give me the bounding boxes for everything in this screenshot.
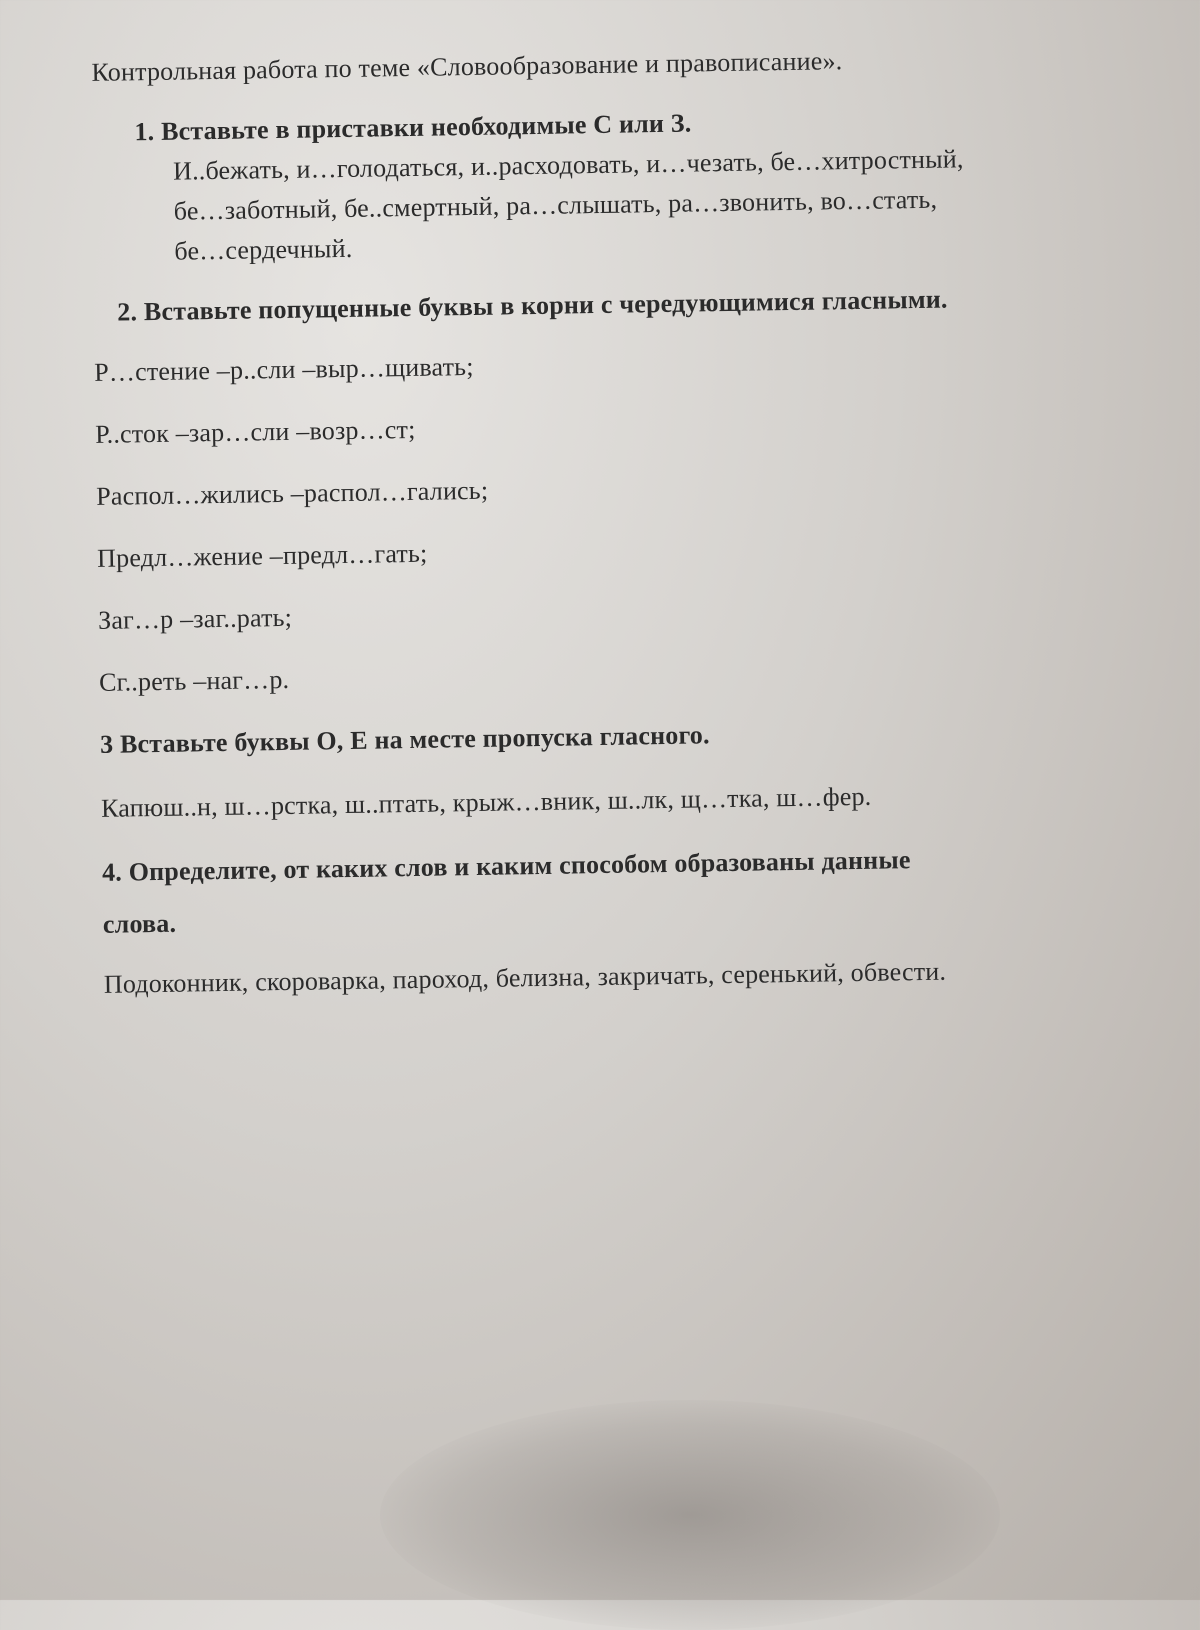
task1-line-1: И..бежать, и…голодаться, и..расходовать, и…чезать, бе…хитростный, (172, 144, 964, 186)
task2-line-6: Сг..реть –наг…р. (98, 664, 290, 697)
task4-heading-line-1: 4. Определите, от каких слов и каким способом образованы данные (101, 845, 911, 887)
task2-line-4: Предл…жение –предл…гать; (96, 538, 428, 573)
task3-heading: 3 Вставьте буквы О, Е на месте пропуска гласного. (99, 720, 710, 759)
task1-heading (134, 109, 691, 148)
task2-heading (117, 285, 948, 328)
task4-heading-line-2: слова. (102, 908, 177, 939)
task3-line: Капюш..н, ш…рстка, ш..птать, крыж…вник, ш..лк, щ…тка, ш…фер. (100, 781, 872, 823)
task4-line: Подоконник, скороварка, пароход, белизна, закричать, серенький, обвести. (103, 956, 947, 999)
task1-number: 1. (134, 116, 155, 147)
task1-line-3: бе…сердечный. (174, 233, 353, 266)
task2-line-5: Заг…р –заг..рать; (97, 602, 293, 635)
page-title: Контрольная работа по теме «Словообразование и правописание». (91, 46, 843, 87)
task2-number: 2. (117, 297, 138, 327)
task2-line-2: Р..сток –зар…сли –возр…ст; (94, 414, 416, 449)
task2-heading-text: Вставьте попущенные буквы в корни с чередующимися гласными. (143, 284, 948, 327)
task1-heading-text: Вставьте в приставки необходимые С или З. (160, 108, 692, 146)
task2-line-3: Распол…жились –распол…гались; (95, 475, 489, 511)
task1-line-2: бе…заботный, бе..смертный, ра…слышать, ра…звонить, во…стать, (173, 184, 938, 226)
task2-line-1: Р…стение –р..сли –выр…щивать; (94, 351, 474, 387)
